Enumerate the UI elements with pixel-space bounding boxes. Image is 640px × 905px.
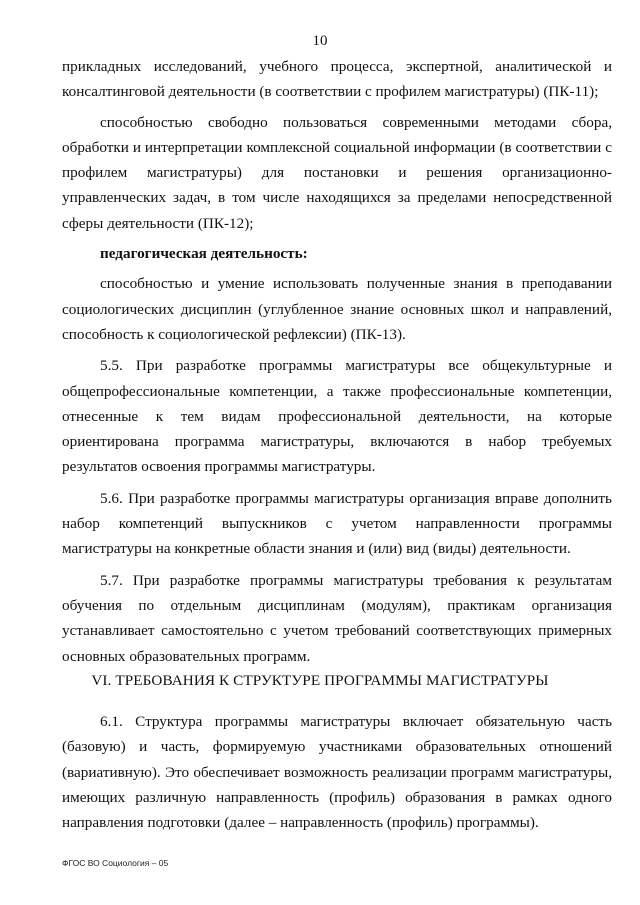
- paragraph-5-7: 5.7. При разработке программы магистратуры требования к результатам обучения по отдельным дисциплинам (модулям), практикам организация устанавливает самостоятельно с учетом требований соответствующих примерных основных образовательных программ.: [62, 571, 612, 665]
- paragraph-pk12: способностью свободно пользоваться современными методами сбора, обработки и интерпретации комплексной социальной информации (в соответствии с профилем магистратуры) для постановки и решения организационно-управленческих задач, в том числе находящихся за пределами непосредственной сферы деятельности (ПК-12);: [62, 113, 612, 232]
- paragraph-5-5: 5.5. При разработке программы магистратуры все общекультурные и общепрофессиональные компетенции, а также профессиональные компетенции, отнесенные к тем видам профессиональной деятельности, на которые ориентирована программа магистратуры, включаются в набор требуемых результатов освоения программы магистратуры.: [62, 357, 612, 476]
- body-text: [62, 54, 612, 669]
- section-body: [62, 709, 612, 835]
- footer-label: ФГОС ВО Социология – 05: [62, 858, 169, 868]
- paragraph-pk13: способностью и умение использовать полученные знания в преподавании социологических дисциплин (углубленное знание основных школ и направлений, способность к социологической рефлексии) (ПК-13).: [62, 275, 612, 343]
- paragraph-6-1: 6.1. Структура программы магистратуры включает обязательную часть (базовую) и часть, формируемую участниками образовательных отношений (вариативную). Это обеспечивает возможность реализации программ магистратуры, имеющих различную направленность (профиль) образования в рамках одного направления подготовки (далее – направленность (профиль) программы).: [62, 713, 612, 832]
- section-heading: VI. ТРЕБОВАНИЯ К СТРУКТУРЕ ПРОГРАММЫ МАГИСТРАТУРЫ: [91, 672, 549, 689]
- subheading-pedagogical: педагогическая деятельность:: [100, 245, 308, 263]
- page-number: 10: [312, 33, 328, 49]
- paragraph-5-6: 5.6. При разработке программы магистратуры организация вправе дополнить набор компетенций выпускников с учетом направленности программы магистратуры на конкретные области знания и (или) вид (виды) деятельности.: [62, 489, 612, 558]
- paragraph-pk11: прикладных исследований, учебного процесса, экспертной, аналитической и консалтинговой деятельности (в соответствии с профилем магистратуры) (ПК-11);: [62, 58, 612, 101]
